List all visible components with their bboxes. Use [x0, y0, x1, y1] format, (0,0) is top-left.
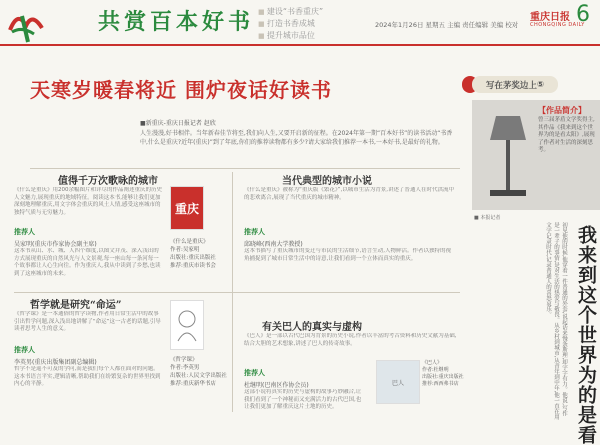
page-number: 6 [576, 2, 590, 27]
article-title: 哲学就是研究“命运” [30, 300, 122, 311]
article-body: 《什么是重庆》用200余幅图片和详尽的作品阐述重庆的历史人文魅力,展现重庆的地域特征。阅读这本书,能够让我们更加深刻地理解重庆,用文字体会重庆的风土人情,感受这座城市的独特气质与无穷魅力。 [14, 187, 162, 216]
book-cover [170, 300, 204, 350]
slogan-item: ■ 打造书香成城 [258, 18, 323, 30]
recommender-name: 吴家明(重庆市作家协会副主席) [14, 241, 97, 248]
divider [30, 168, 460, 169]
recommender-name: 杜继明(巴南区作协会员) [244, 382, 309, 389]
profile-text: 曾三届茅盾文学奖得主,其作品《我来到这个世界为的是看太阳》,展现了作者对生活的深刻思考。 [538, 117, 595, 153]
recommender-label: 推荐人 [14, 346, 35, 354]
masthead [0, 0, 600, 46]
recommender-text: 这部小说将真实的历史与虚构的故事巧妙融合,让我们看到了一个神秘而又充满活力的古代巴国,也让我们更加了解重庆这片土地的历史。 [244, 389, 362, 410]
book-caption: 《哲学课》 作者:李英男 出版社:人民文学出版社 推荐:重庆新华书店 [170, 357, 227, 387]
section-title: 共赏百本好书 [98, 9, 255, 35]
book-cover [376, 360, 420, 404]
series-ribbon [472, 76, 558, 93]
recommender-text: 哲学不是遥不可及的学问,而是我们每个人都在面对的问题。这本书语言平实,逻辑清晰,帮助我们在纷繁复杂的世界里找到内心的平静。 [14, 366, 161, 387]
paper-brand-en: CHONGQING DAILY [530, 22, 585, 28]
slogan-list [258, 6, 323, 42]
book-caption: 《巴人》 作者:杜继明 出版社:重庆出版社 推荐:西西弗书店 [422, 360, 464, 387]
recommender-text: 这本书描写了重庆城市的变迁与市民的生活细节,语言生动,人物鲜活。作者以独特的视角捕捉到了城市日常生活中的诗意,让我们看到一个立体而真实的重庆。 [244, 248, 451, 262]
vertical-headline: 我来到这个世界为的是看 [575, 225, 597, 445]
slogan-item: ■ 提升城市品位 [258, 30, 323, 42]
article-title: 当代典型的城市小说 [282, 176, 372, 187]
article-body: 《什么是重庆》被称为“重庆版《繁花》”,以城市生活为背景,讲述了普通人在时代洪流中的悲欢离合,展现了当代重庆的城市精神。 [244, 187, 454, 201]
book-cover-title: 巴人 [391, 379, 404, 387]
recommender-text: 这本书从山、水、城、人四个维度,以图文并茂、深入浅出的方式展现重庆的自然风光与人文景观,每一座山每一条河每一个故事都让人心生向往。作为重庆人,我从中读到了乡愁,也读到了这座城市的未来。 [14, 248, 161, 277]
ribbon-number: ⑤ [536, 79, 545, 90]
recommender-name: 邱晓峰(西南大学教授) [244, 241, 303, 248]
slogan-item: ■ 建设“书香重庆” [258, 6, 323, 18]
divider [14, 292, 460, 293]
recommender-label: 推荐人 [14, 228, 35, 236]
book-cover-title: 重庆 [174, 201, 199, 216]
date-line: 2024年1月26日 星期五 主编 责任编辑 美编 校对 [375, 21, 519, 29]
headline: 天寒岁暖春将近 围炉夜话好读书 [30, 78, 332, 102]
article-title: 有关巴人的真实与虚构 [262, 322, 362, 333]
vertical-byline: ■ 本报记者 [474, 215, 501, 221]
desk-lamp-icon [476, 106, 536, 206]
book-cover [170, 186, 204, 230]
paper-brand: 重庆日报 [530, 12, 570, 23]
book-logo-icon [4, 2, 46, 44]
intro-paragraph: 人生漫漫,好书相伴。当年新春佳节将至,我们向人生,又要开启新的征程。在2024年第一期“百本好书”的读书活动“书香中,什么是重庆?近年(重庆)”到了年底,你们的推荐读物都有多少?请大家给我们推荐一本书,一本好书,是最好的礼物。 [140, 130, 453, 146]
article-body: 《巴人》是一部以古代巴国为背景的历史小说,作者以丰富的考古资料和历史文献为基础,结合大胆的艺术想象,讲述了巴人的传奇故事。 [244, 333, 457, 347]
ribbon-label: 写在茅奖边上 [485, 80, 537, 91]
article-body: 《哲学课》是一本通俗的哲学读物,作者用日常生活中的故事引出哲学问题,深入浅出地讲解了“命运”这一古老的话题,引导读者思考人生的意义。 [14, 311, 161, 332]
recommender-label: 推荐人 [244, 228, 265, 236]
profile-title: 【作品简介】 [538, 106, 586, 115]
vertical-article-body: 初见他的时候,他穿着一件普通的外套,说起话来慢条斯理,却字字有力。他说,写作是一辈子的事情,是对生活的热爱与敬畏。从乡村到城市,从青年到中年,他一直在用文字记录时代,记录普通人的喜怒哀乐。 [545, 222, 567, 420]
article-title: 值得千万次歌咏的城市 [58, 176, 158, 187]
recommender-name: 李英男(重庆出版集团副总编辑) [14, 359, 97, 366]
book-caption: 《什么是重庆》 作者:吴家明 出版社:重庆出版社 推荐:重庆市读书会 [170, 239, 216, 269]
sketch-illustration-icon [174, 307, 200, 343]
byline: ■新重庆-重庆日报记者 赵欣 [140, 120, 216, 127]
recommender-label: 推荐人 [244, 369, 265, 377]
